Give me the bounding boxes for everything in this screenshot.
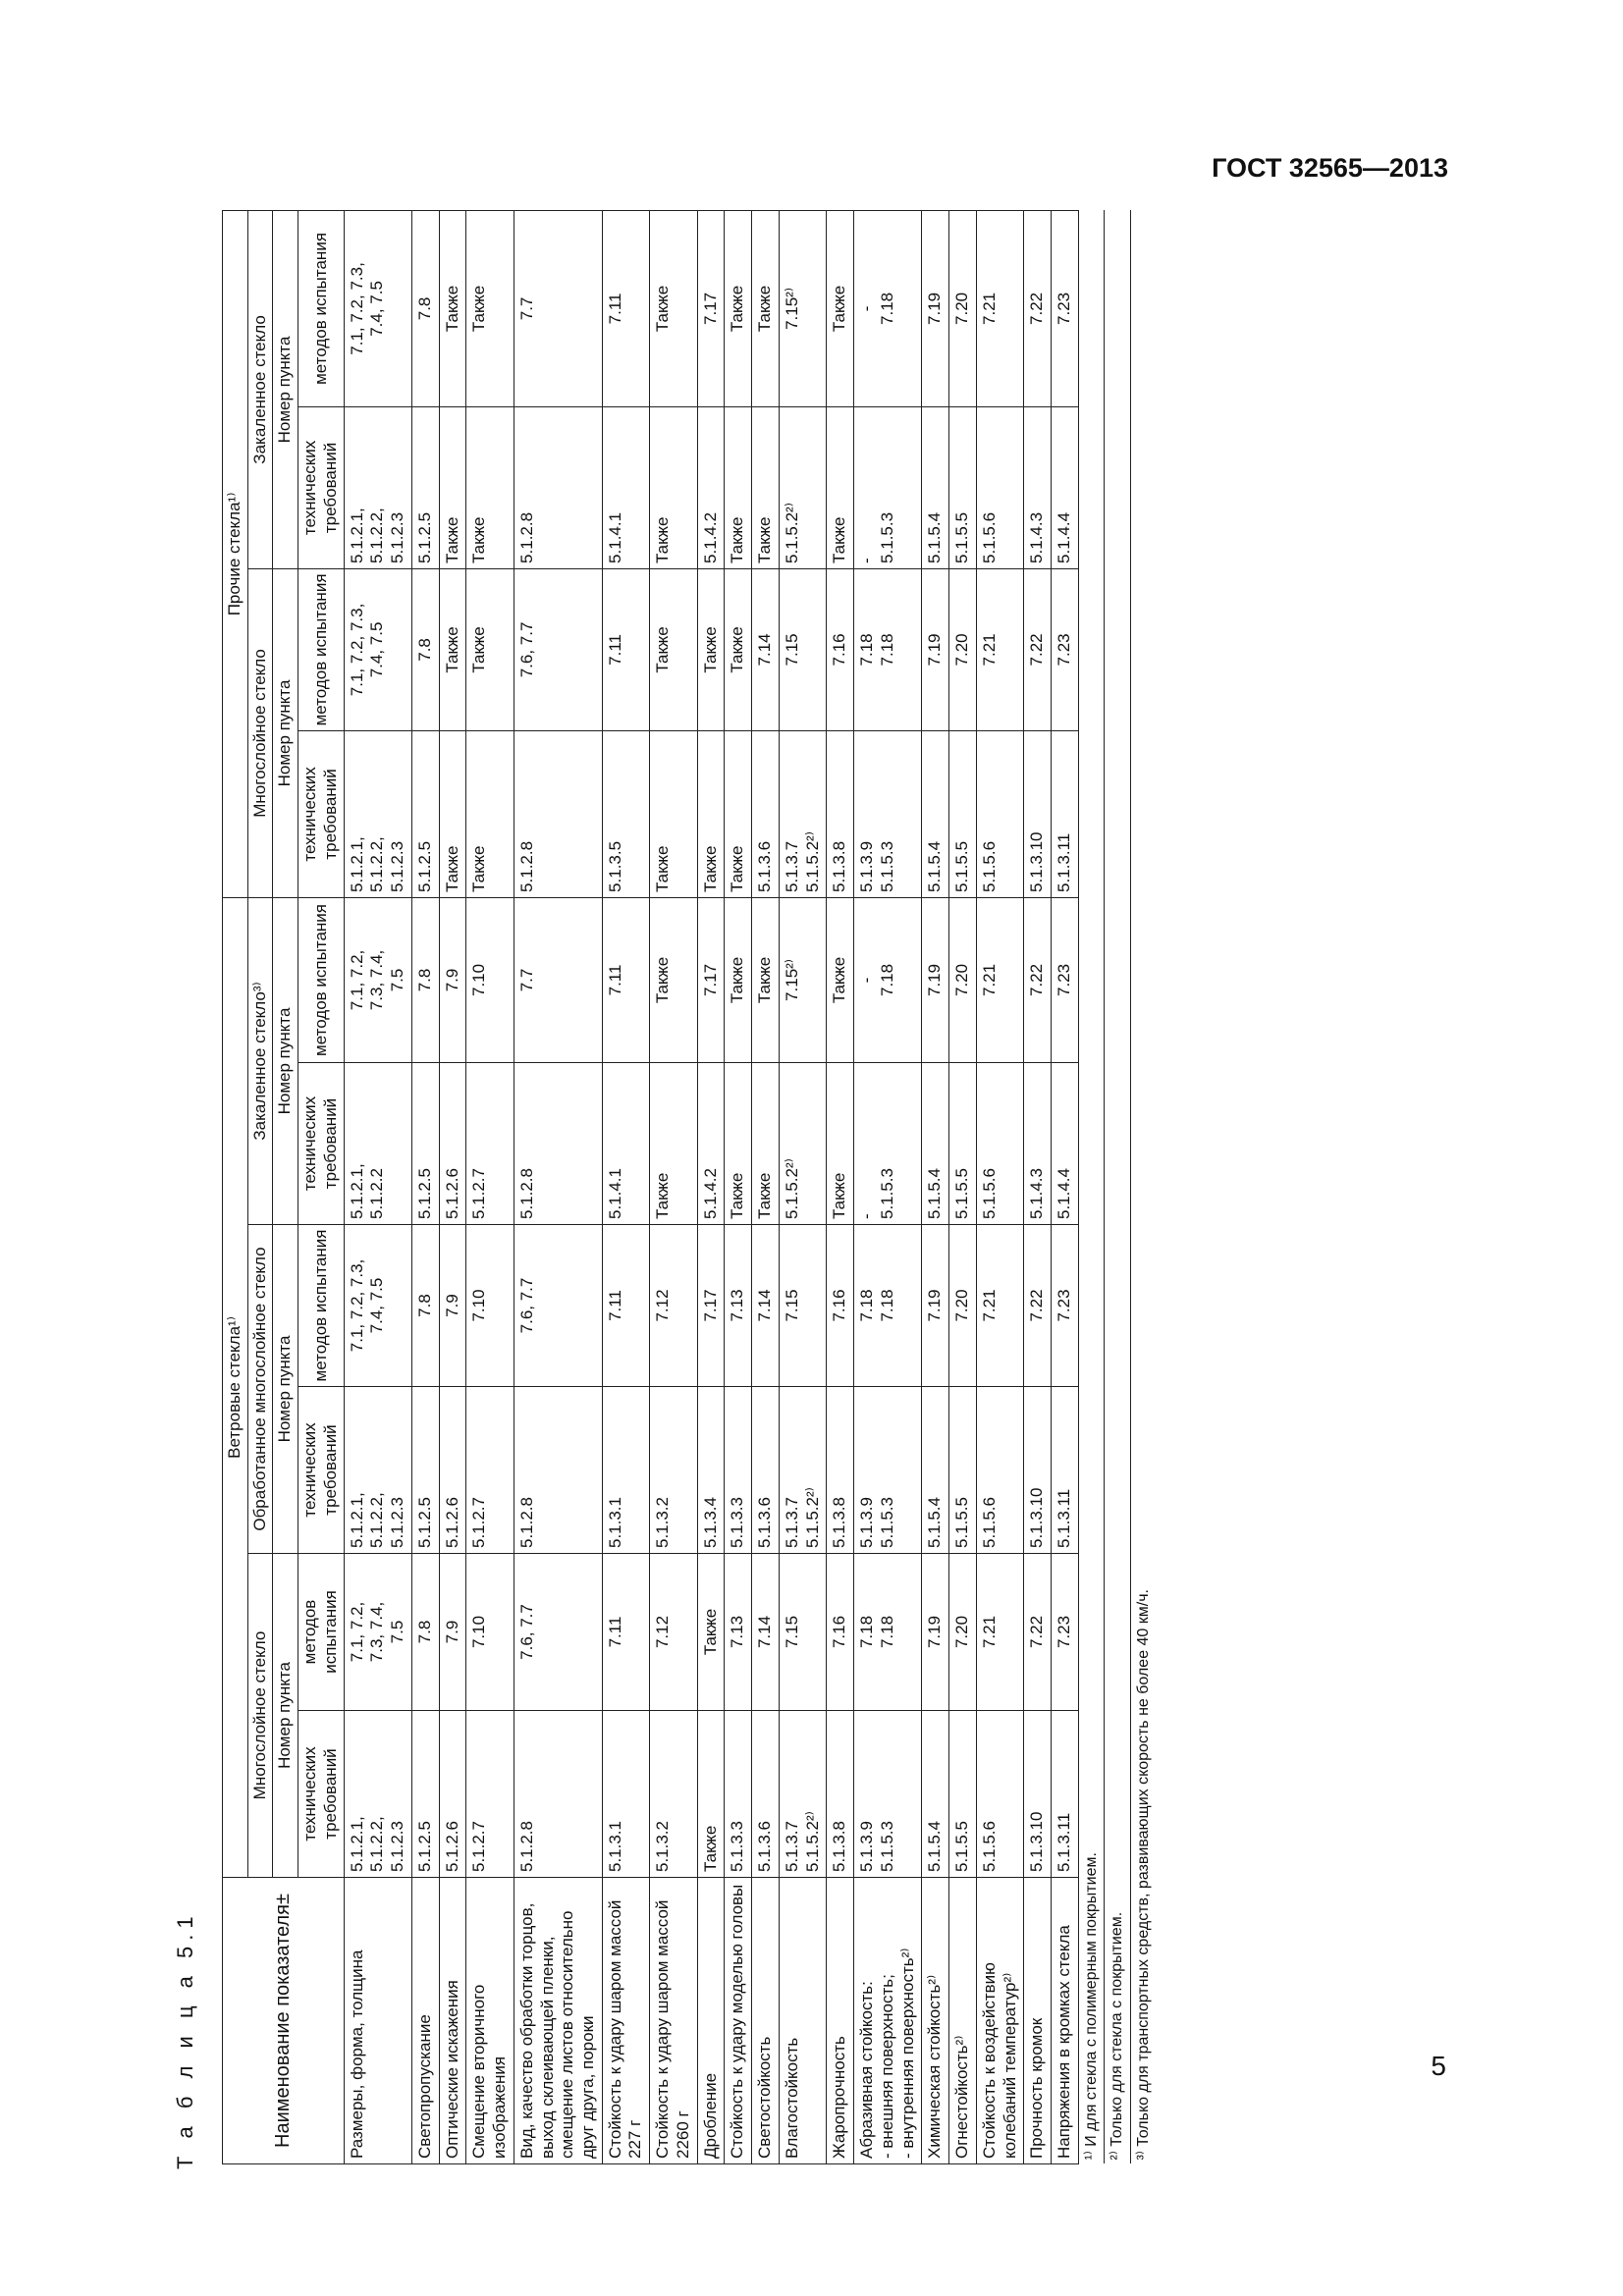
table-row [514,210,602,2163]
tech-req-cell: 5.1.5.2²⁾ [779,406,826,568]
tech-req-cell: 5.1.2.8 [514,1387,602,1554]
test-method-cell: 7.20 [949,1225,977,1387]
header-windshield: Ветровые стекла¹⁾ [223,897,248,1877]
test-method-cell: 7.15²⁾ [779,210,826,406]
tech-req-cell: 5.1.3.6 [752,1711,780,1878]
tech-req-cell: 5.1.2.5 [411,730,439,897]
tech-req-cell: 5.1.3.3 [725,1387,752,1554]
row-name: Стойкость к удару шаром массой 227 г [602,1878,649,2164]
test-method-cell: Также [697,568,725,730]
tech-req-cell: 5.1.3.7 5.1.5.2²⁾ [779,730,826,897]
tech-req-cell: 5.1.2.5 [411,1063,439,1225]
test-method-cell: 7.12 [650,1554,697,1711]
table-row [779,210,826,2163]
tech-req-cell: 5.1.5.6 [976,730,1023,897]
tech-req-cell: 5.1.5.4 [922,1063,949,1225]
test-method-cell: Также [697,1554,725,1711]
header-tempered-3: Закаленное стекло³⁾ [247,897,273,1224]
test-method-cell: 7.1, 7.2, 7.3, 7.4, 7.5 [344,210,411,406]
test-method-cell: 7.19 [922,1554,949,1711]
test-method-cell: 7.17 [697,210,725,406]
tech-req-cell: 5.1.3.2 [650,1711,697,1878]
test-method-cell: 7.13 [725,1225,752,1387]
tech-req-cell: 5.1.5.4 [922,1711,949,1878]
test-method-cell: 7.19 [922,1225,949,1387]
test-method-cell: Также [650,568,697,730]
tech-req-cell: 5.1.4.4 [1051,406,1078,568]
table-row [650,210,697,2163]
tech-req-cell: Также [827,406,854,568]
test-method-cell: 7.18 7.18 [854,568,922,730]
test-method-cell: 7.6, 7.7 [514,1554,602,1711]
test-method-cell: 7.19 [922,897,949,1062]
tech-req-cell: Также [725,406,752,568]
test-method-cell: 7.16 [827,568,854,730]
table-row [752,210,780,2163]
test-method-cell: Также [827,897,854,1062]
test-method-cell: 7.10 [466,1554,514,1711]
test-method-cell: 7.22 [1024,568,1052,730]
tech-req-cell: 5.1.2.6 [439,1063,466,1225]
header-other: Прочие стекла¹⁾ [223,210,248,897]
test-method-cell: 7.15 [779,568,826,730]
tech-req-cell: 5.1.4.2 [697,1063,725,1225]
header-test-methods: методов испытания [298,1225,344,1387]
test-method-cell: 7.13 [725,1554,752,1711]
tech-req-cell: 5.1.3.10 [1024,1387,1052,1554]
header-tech-req: технических требований [298,730,344,897]
table-row [602,210,649,2163]
header-test-methods: методов испытания [298,1554,344,1711]
tech-req-cell: Также [439,406,466,568]
tech-req-cell: 5.1.5.5 [949,406,977,568]
test-method-cell: 7.7 [514,210,602,406]
tech-req-cell: 5.1.2.5 [411,1387,439,1554]
tech-req-cell: - 5.1.5.3 [854,1063,922,1225]
tech-req-cell: 5.1.5.4 [922,730,949,897]
test-method-cell: 7.11 [602,568,649,730]
test-method-cell: 7.1, 7.2, 7.3, 7.4, 7.5 [344,1554,411,1711]
test-method-cell: 7.17 [697,1225,725,1387]
requirements-table [222,210,1156,2164]
test-method-cell: 7.12 [650,1225,697,1387]
test-method-cell: 7.19 [922,210,949,406]
test-method-cell: Также [752,897,780,1062]
tech-req-cell: 5.1.4.4 [1051,1063,1078,1225]
tech-req-cell: Также [466,730,514,897]
test-method-cell: Также [725,897,752,1062]
tech-req-cell: 5.1.3.6 [752,730,780,897]
table-row [466,210,514,2163]
row-name: Светопропускание [411,1878,439,2164]
header-processed-laminated: Обработанное многослойное стекло [247,1225,273,1554]
test-method-cell: 7.6, 7.7 [514,1225,602,1387]
test-method-cell: 7.20 [949,1554,977,1711]
tech-req-cell: 5.1.3.10 [1024,730,1052,897]
row-name: Жаропрочность [827,1878,854,2164]
test-method-cell: 7.17 [697,897,725,1062]
test-method-cell: 7.20 [949,568,977,730]
table-row [344,210,411,2163]
tech-req-cell: 5.1.4.1 [602,406,649,568]
test-method-cell: 7.23 [1051,568,1078,730]
tech-req-cell: 5.1.2.6 [439,1711,466,1878]
test-method-cell: 7.14 [752,1554,780,1711]
rotated-table-block [165,216,1382,2169]
test-method-cell: 7.15 [779,1225,826,1387]
tech-req-cell: Также [650,730,697,897]
test-method-cell: 7.8 [411,897,439,1062]
header-laminated: Многослойное стекло [247,1554,273,1878]
tech-req-cell: 5.1.2.5 [411,406,439,568]
tech-req-cell: 5.1.3.11 [1051,1387,1078,1554]
tech-req-cell: 5.1.3.6 [752,1387,780,1554]
tech-req-cell: - 5.1.5.3 [854,406,922,568]
tech-req-cell: 5.1.2.1, 5.1.2.2, 5.1.2.3 [344,406,411,568]
tech-req-cell: Также [752,1063,780,1225]
test-method-cell: 7.19 [922,568,949,730]
test-method-cell: 7.10 [466,897,514,1062]
test-method-cell: 7.1, 7.2, 7.3, 7.4, 7.5 [344,568,411,730]
test-method-cell: 7.15 [779,1554,826,1711]
table-row [976,210,1023,2163]
table-row [827,210,854,2163]
test-method-cell: 7.11 [602,1554,649,1711]
tech-req-cell: 5.1.2.1, 5.1.2.2, 5.1.2.3 [344,730,411,897]
test-method-cell: 7.1, 7.2, 7.3, 7.4, 7.5 [344,1225,411,1387]
tech-req-cell: 5.1.3.8 [827,1387,854,1554]
table-row [697,210,725,2163]
test-method-cell: 7.23 [1051,210,1078,406]
table-row [725,210,752,2163]
test-method-cell: 7.9 [439,1225,466,1387]
tech-req-cell: 5.1.2.8 [514,730,602,897]
test-method-cell: Также [466,568,514,730]
test-method-cell: 7.21 [976,210,1023,406]
tech-req-cell: Также [725,730,752,897]
tech-req-cell: 5.1.3.8 [827,1711,854,1878]
tech-req-cell: 5.1.5.4 [922,1387,949,1554]
header-tempered-other: Закаленное стекло [247,210,273,568]
test-method-cell: - 7.18 [854,897,922,1062]
header-tech-req: технических требований [298,406,344,568]
tech-req-cell: 5.1.5.4 [922,406,949,568]
test-method-cell: 7.8 [411,568,439,730]
test-method-cell: 7.20 [949,897,977,1062]
table-row [854,210,922,2163]
test-method-cell: 7.22 [1024,897,1052,1062]
row-name: Светостойкость [752,1878,780,2164]
test-method-cell: 7.20 [949,210,977,406]
tech-req-cell: 5.1.2.8 [514,1711,602,1878]
tech-req-cell: 5.1.3.3 [725,1711,752,1878]
tech-req-cell: 5.1.3.1 [602,1387,649,1554]
test-method-cell: 7.18 7.18 [854,1225,922,1387]
row-name: Огнестойкость²⁾ [949,1878,977,2164]
tech-req-cell: 5.1.5.6 [976,1387,1023,1554]
row-name: Дробление [697,1878,725,2164]
tech-req-cell: 5.1.5.5 [949,1387,977,1554]
test-method-cell: 7.8 [411,1554,439,1711]
tech-req-cell: 5.1.5.5 [949,730,977,897]
header-test-methods: методов испытания [298,897,344,1062]
tech-req-cell: Также [725,1063,752,1225]
test-method-cell: 7.23 [1051,1225,1078,1387]
test-method-cell: 7.22 [1024,1225,1052,1387]
test-method-cell: 7.6, 7.7 [514,568,602,730]
table-row [922,210,949,2163]
tech-req-cell: 5.1.3.7 5.1.5.2²⁾ [779,1387,826,1554]
table-row [1024,210,1052,2163]
row-name: Напряжения в кромках стекла [1051,1878,1078,2164]
tech-req-cell: 5.1.5.5 [949,1711,977,1878]
test-method-cell: 7.1, 7.2, 7.3, 7.4, 7.5 [344,897,411,1062]
row-name: Влагостойкость [779,1878,826,2164]
footnote: ²⁾ Только для стекла с покрытием. [1105,210,1131,2163]
tech-req-cell: 5.1.2.7 [466,1387,514,1554]
test-method-cell: 7.21 [976,568,1023,730]
header-name: Наименование показателя± [223,1878,345,2164]
tech-req-cell: 5.1.3.4 [697,1387,725,1554]
table-row [949,210,977,2163]
test-method-cell: Также [725,568,752,730]
tech-req-cell: Также [697,1711,725,1878]
header-item-number: Номер пункта [273,210,298,568]
table-row [439,210,466,2163]
test-method-cell: 7.11 [602,1225,649,1387]
header-test-methods: методов испытания [298,568,344,730]
header-laminated-other: Многослойное стекло [247,568,273,897]
tech-req-cell: Также [466,406,514,568]
tech-req-cell: Также [827,1063,854,1225]
tech-req-cell: 5.1.4.3 [1024,406,1052,568]
row-name: Химическая стойкость²⁾ [922,1878,949,2164]
row-name: Стойкость к удару шаром массой 2260 г [650,1878,697,2164]
tech-req-cell: Также [752,406,780,568]
test-method-cell: 7.14 [752,1225,780,1387]
tech-req-cell: 5.1.3.9 5.1.5.3 [854,730,922,897]
tech-req-cell: 5.1.4.3 [1024,1063,1052,1225]
tech-req-cell: 5.1.2.7 [466,1063,514,1225]
test-method-cell: 7.21 [976,897,1023,1062]
tech-req-cell: Также [439,730,466,897]
tech-req-cell: 5.1.3.2 [650,1387,697,1554]
test-method-cell: 7.11 [602,210,649,406]
standard-code: ГОСТ 32565—2013 [1212,153,1448,183]
tech-req-cell: Также [650,1063,697,1225]
tech-req-cell: 5.1.2.8 [514,406,602,568]
table-row [411,210,439,2163]
test-method-cell: 7.14 [752,568,780,730]
row-name: Прочность кромок [1024,1878,1052,2164]
header-item-number: Номер пункта [273,897,298,1224]
tech-req-cell: 5.1.5.6 [976,1063,1023,1225]
test-method-cell: 7.9 [439,1554,466,1711]
test-method-cell: 7.23 [1051,897,1078,1062]
test-method-cell: 7.22 [1024,210,1052,406]
tech-req-cell: 5.1.3.8 [827,730,854,897]
test-method-cell: Также [725,210,752,406]
header-item-number: Номер пункта [273,1554,298,1878]
test-method-cell: 7.21 [976,1225,1023,1387]
row-name: Размеры, форма, толщина [344,1878,411,2164]
tech-req-cell: 5.1.3.9 5.1.5.3 [854,1711,922,1878]
test-method-cell: 7.23 [1051,1554,1078,1711]
tech-req-cell: 5.1.2.7 [466,1711,514,1878]
test-method-cell: Также [466,210,514,406]
row-name: Стойкость к воздействию колебаний температур²⁾ [976,1878,1023,2164]
row-name: Стойкость к удару моделью головы [725,1878,752,2164]
tech-req-cell: Также [650,406,697,568]
row-name: Оптические искажения [439,1878,466,2164]
row-name: Вид, качество обработки торцов, выход склеивающей пленки, смещение листов относительно друг друга, пороки [514,1878,602,2164]
test-method-cell: 7.7 [514,897,602,1062]
tech-req-cell: 5.1.2.6 [439,1387,466,1554]
header-item-number: Номер пункта [273,1225,298,1554]
footnote-row [1105,210,1131,2163]
tech-req-cell: 5.1.3.9 5.1.5.3 [854,1387,922,1554]
tech-req-cell: 5.1.3.5 [602,730,649,897]
test-method-cell: Также [650,897,697,1062]
test-method-cell: Также [439,210,466,406]
tech-req-cell: 5.1.2.1, 5.1.2.2, 5.1.2.3 [344,1711,411,1878]
tech-req-cell: 5.1.3.7 5.1.5.2²⁾ [779,1711,826,1878]
tech-req-cell: 5.1.4.2 [697,406,725,568]
tech-req-cell: 5.1.3.11 [1051,1711,1078,1878]
tech-req-cell: 5.1.5.5 [949,1063,977,1225]
tech-req-cell: 5.1.3.1 [602,1711,649,1878]
test-method-cell: Также [650,210,697,406]
tech-req-cell: 5.1.2.1, 5.1.2.2 [344,1063,411,1225]
test-method-cell: Также [439,568,466,730]
footnote: ³⁾ Только для транспортных средств, развивающих скорость не более 40 км/ч. [1130,210,1156,2163]
test-method-cell: 7.11 [602,897,649,1062]
tech-req-cell: 5.1.5.6 [976,1711,1023,1878]
tech-req-cell: 5.1.3.10 [1024,1711,1052,1878]
header-test-methods: методов испытания [298,210,344,406]
test-method-cell: 7.18 7.18 [854,1554,922,1711]
row-name: Смещение вторичного изображения [466,1878,514,2164]
page-number: 5 [1431,2051,1446,2081]
table-row [1051,210,1078,2163]
table-caption: Т а б л и ц а 5.1 [173,1910,197,2169]
footnote-row [1130,210,1156,2163]
tech-req-cell: 5.1.2.1, 5.1.2.2, 5.1.2.3 [344,1387,411,1554]
row-name: Абразивная стойкость: - внешняя поверхность; - внутренняя поверхность²⁾ [854,1878,922,2164]
tech-req-cell: 5.1.3.11 [1051,730,1078,897]
tech-req-cell: 5.1.2.8 [514,1063,602,1225]
header-tech-req: технических требований [298,1063,344,1225]
test-method-cell: 7.22 [1024,1554,1052,1711]
tech-req-cell: 5.1.4.1 [602,1063,649,1225]
test-method-cell: 7.15²⁾ [779,897,826,1062]
test-method-cell: 7.16 [827,1225,854,1387]
test-method-cell: 7.10 [466,1225,514,1387]
tech-req-cell: 5.1.5.6 [976,406,1023,568]
header-item-number: Номер пункта [273,568,298,897]
test-method-cell: Также [752,210,780,406]
test-method-cell: - 7.18 [854,210,922,406]
test-method-cell: 7.8 [411,1225,439,1387]
test-method-cell: 7.16 [827,1554,854,1711]
test-method-cell: 7.21 [976,1554,1023,1711]
test-method-cell: Также [827,210,854,406]
footnote: ¹⁾ И для стекла с полимерным покрытием. [1078,210,1105,2163]
test-method-cell: 7.9 [439,897,466,1062]
tech-req-cell: Также [697,730,725,897]
header-tech-req: технических требований [298,1711,344,1878]
footnote-row [1078,210,1105,2163]
tech-req-cell: 5.1.5.2²⁾ [779,1063,826,1225]
header-tech-req: технических требований [298,1387,344,1554]
tech-req-cell: 5.1.2.5 [411,1711,439,1878]
test-method-cell: 7.8 [411,210,439,406]
